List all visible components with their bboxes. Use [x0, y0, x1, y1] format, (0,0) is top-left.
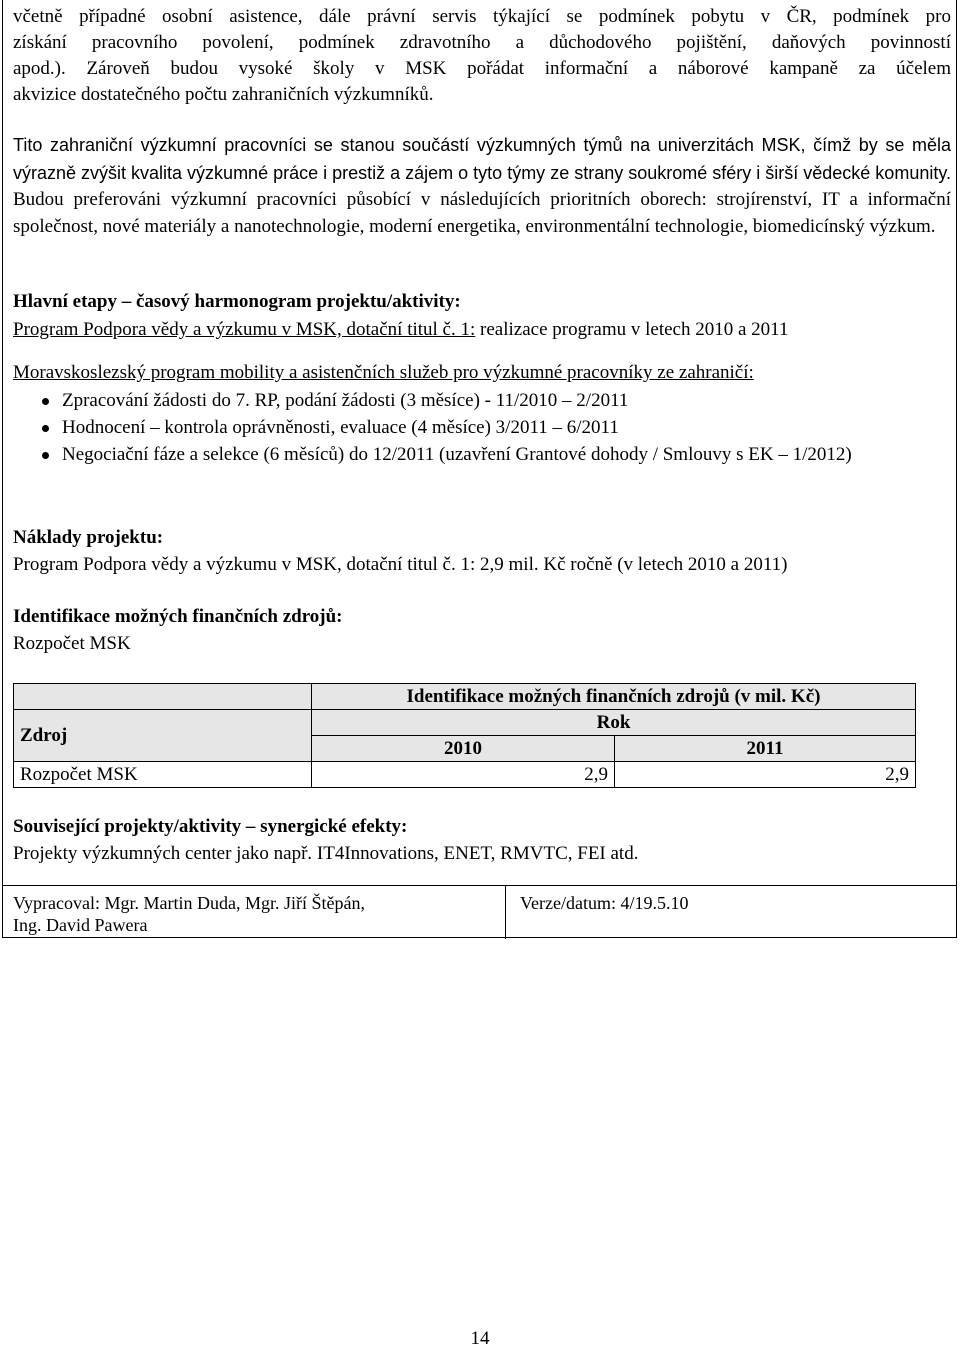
page-number: 14 — [470, 1328, 490, 1349]
document-footer — [2, 885, 957, 939]
sources-heading: Identifikace možných finančních zdrojů: — [13, 606, 343, 627]
intro-paragraph — [13, 4, 951, 108]
bullet-icon — [42, 398, 49, 405]
financial-sources-table — [13, 683, 916, 788]
program-link: Program Podpora vědy a výzkumu v MSK, dotační titul č. 1: — [13, 319, 476, 340]
intro-line: apod.). Zároveň budou vysoké školy v MSK pořádat informační a náborové kampaně za účelem — [13, 58, 951, 79]
costs-heading: Náklady projektu: — [13, 527, 164, 548]
program-text: realizace programu v letech 2010 a 2011 — [475, 319, 789, 340]
bullet-icon — [42, 452, 49, 459]
research-paragraph — [13, 132, 951, 240]
column-header-year: Rok — [312, 710, 916, 736]
sources-section — [13, 604, 951, 657]
intro-line: včetně případné osobní asistence, dále právní servis týkající se podmínek pobytu v ČR, podmínek pro — [13, 6, 951, 27]
list-item: Hodnocení – kontrola oprávněnosti, evaluace (4 měsíce) 3/2011 – 6/2011 — [13, 414, 951, 441]
costs-text: Program Podpora vědy a výzkumu v MSK, dotační titul č. 1: 2,9 mil. Kč ročně (v letech 2010 a 2011) — [13, 554, 788, 575]
related-heading: Související projekty/aktivity – synergické efekty: — [13, 816, 408, 837]
footer-version: Verze/datum: 4/19.5.10 — [520, 893, 689, 913]
column-header-2011: 2011 — [615, 736, 916, 762]
table-row — [14, 762, 916, 788]
costs-section — [13, 525, 951, 578]
list-item: Zpracování žádosti do 7. RP, podání žádosti (3 měsíce) - 11/2010 – 2/2011 — [13, 387, 951, 414]
related-section — [13, 814, 951, 867]
column-header-2010: 2010 — [312, 736, 615, 762]
footer-author: Vypracoval: Mgr. Martin Duda, Mgr. Jiří Štěpán, Ing. David Pawera — [13, 893, 365, 935]
intro-line: získání pracovního povolení, podmínek zdravotního a důchodového pojištění, daňových povinností — [13, 32, 951, 53]
research-serif-text: Budou preferováni výzkumní pracovníci působící v následujících prioritních oborech: strojírenství, IT a informační společnost, nové materiály a nanotechnologie, moderní energetika, environmentální technologie, biomedicínský výzkum. — [13, 189, 951, 237]
mobility-program-link: Moravskoslezský program mobility a asistenčních služeb pro výzkumné pracovníky ze zahraničí: — [13, 362, 754, 383]
related-text: Projekty výzkumných center jako např. IT4Innovations, ENET, RMVTC, FEI atd. — [13, 843, 639, 864]
sources-text: Rozpočet MSK — [13, 633, 131, 654]
research-sans-text: Tito zahraniční výzkumní pracovníci se stanou součástí výzkumných týmů na univerzitách MSK, čímž by se měla výrazně zvýšit kvalita výzkumné práce i prestiž a zájem o tyto týmy ze strany soukromé sféry i širší vědecké komunity. — [13, 135, 951, 183]
list-item: Negociační fáze a selekce (6 měsíců) do 12/2011 (uzavření Grantové dohody / Smlouvy s EK – 1/2012) — [13, 441, 902, 468]
intro-line: akvizice dostatečného počtu zahraničních výzkumníků. — [13, 84, 434, 105]
row-source: Rozpočet MSK — [14, 762, 312, 788]
table-title: Identifikace možných finančních zdrojů (v mil. Kč) — [312, 684, 916, 710]
bullet-icon — [42, 425, 49, 432]
table-title-row — [14, 684, 916, 710]
column-header-source: Zdroj — [14, 710, 312, 762]
footer-divider — [505, 886, 506, 939]
stages-list — [13, 387, 951, 468]
row-value-2011: 2,9 — [615, 762, 916, 788]
stages-heading: Hlavní etapy – časový harmonogram projektu/aktivity: — [13, 291, 461, 312]
stages-section — [13, 289, 951, 468]
row-value-2010: 2,9 — [312, 762, 615, 788]
